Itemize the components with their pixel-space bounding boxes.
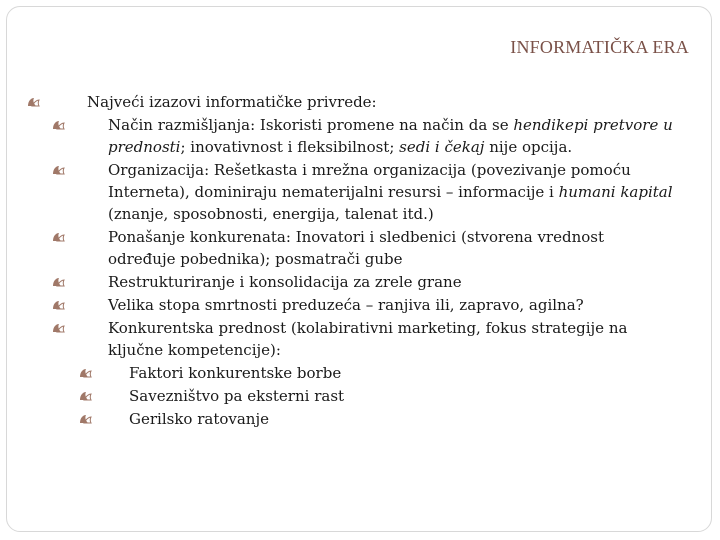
tulip-bullet-icon bbox=[79, 414, 92, 424]
text-segment: Faktori konkurentske borbe bbox=[129, 364, 342, 382]
bullet-text bbox=[108, 114, 673, 158]
emphasis-text: hendikepi pretvore u prednosti bbox=[108, 116, 673, 156]
emphasis-text: humani kapital bbox=[558, 183, 673, 201]
text-segment: Najveći izazovi informatičke privrede: bbox=[87, 93, 377, 111]
text-segment: Restrukturiranje i konsolidacija za zrele grane bbox=[108, 273, 462, 291]
bullet-item bbox=[7, 408, 713, 430]
tulip-bullet-icon bbox=[52, 277, 65, 287]
text-segment: Gerilsko ratovanje bbox=[129, 410, 269, 428]
text-segment: Konkurentska prednost (kolabirativni marketing, fokus strategije na ključne kompetencije): bbox=[108, 319, 628, 359]
text-segment: ; inovativnost i fleksibilnost; bbox=[180, 138, 400, 156]
slide bbox=[6, 6, 712, 532]
tulip-bullet-icon bbox=[79, 391, 92, 401]
bullet-text bbox=[108, 159, 673, 225]
text-segment: Velika stopa smrtnosti preduzeća – ranjiva ili, zapravo, agilna? bbox=[108, 296, 584, 314]
bullet-item bbox=[7, 362, 713, 384]
slide-title: INFORMATIČKA ERA bbox=[510, 37, 689, 57]
bullet-item bbox=[7, 294, 713, 316]
bullet-text bbox=[108, 294, 673, 316]
bullet-item bbox=[7, 91, 713, 113]
text-segment: Organizacija: Rešetkasta i mrežna organizacija (povezivanje pomoću Interneta), dominiraju nematerijalni resursi – informacije i bbox=[108, 161, 631, 201]
bullet-text bbox=[108, 317, 673, 361]
tulip-bullet-icon bbox=[52, 165, 65, 175]
tulip-bullet-icon bbox=[52, 323, 65, 333]
emphasis-text: sedi i čekaj bbox=[399, 138, 485, 156]
bullet-item bbox=[7, 114, 713, 158]
bullet-item bbox=[7, 159, 713, 225]
bullet-text bbox=[108, 226, 673, 270]
tulip-bullet-icon bbox=[52, 300, 65, 310]
text-segment: Ponašanje konkurenata: Inovatori i sledbenici (stvorena vrednost određuje pobednika); posmatrači gube bbox=[108, 228, 605, 268]
bullet-text bbox=[129, 408, 673, 430]
bullet-item bbox=[7, 317, 713, 361]
bullet-text bbox=[129, 385, 673, 407]
bullet-text bbox=[108, 271, 673, 293]
bullet-text bbox=[129, 362, 673, 384]
text-segment: nije opcija. bbox=[484, 138, 573, 156]
tulip-bullet-icon bbox=[52, 120, 65, 130]
tulip-bullet-icon bbox=[52, 232, 65, 242]
tulip-bullet-icon bbox=[27, 97, 40, 107]
bullet-item bbox=[7, 271, 713, 293]
bullet-text bbox=[87, 91, 683, 113]
bullet-item bbox=[7, 385, 713, 407]
bullet-list bbox=[7, 91, 713, 431]
text-segment: (znanje, sposobnosti, energija, talenat itd.) bbox=[108, 205, 434, 223]
text-segment: Savezništvo pa eksterni rast bbox=[129, 387, 345, 405]
bullet-item bbox=[7, 226, 713, 270]
text-segment: Način razmišljanja: Iskoristi promene na način da se bbox=[108, 116, 514, 134]
tulip-bullet-icon bbox=[79, 368, 92, 378]
